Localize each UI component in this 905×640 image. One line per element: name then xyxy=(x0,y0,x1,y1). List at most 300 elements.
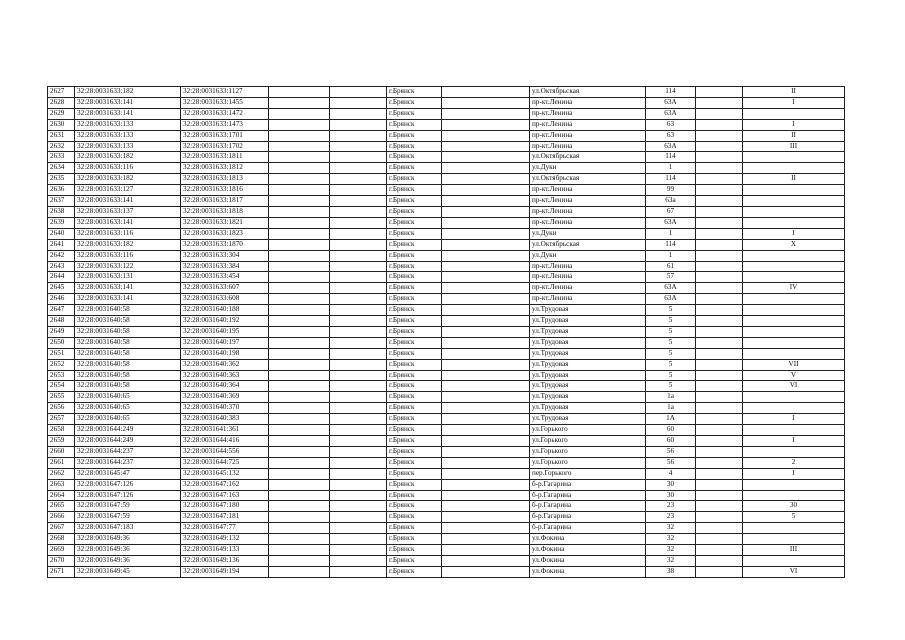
empty-cell xyxy=(269,261,330,272)
object-cadastral-number-cell: 32:28:0031640:369 xyxy=(181,392,269,403)
empty-cell xyxy=(696,326,743,337)
city-cell: г.Брянск xyxy=(387,163,442,174)
city-cell: г.Брянск xyxy=(387,566,442,577)
object-cadastral-number-cell: 32:28:0031640:197 xyxy=(181,337,269,348)
empty-cell xyxy=(442,348,530,359)
house-number-cell: 63А xyxy=(646,141,696,152)
city-cell: г.Брянск xyxy=(387,239,442,250)
city-cell: г.Брянск xyxy=(387,305,442,316)
row-number-cell: 2634 xyxy=(48,163,75,174)
room-number-cell xyxy=(743,196,845,207)
house-number-cell: 99 xyxy=(646,185,696,196)
empty-cell xyxy=(442,119,530,130)
empty-cell xyxy=(269,534,330,545)
row-number-cell: 2665 xyxy=(48,501,75,512)
table-row xyxy=(48,305,845,316)
street-cell: ул.Трудовая xyxy=(530,381,646,392)
room-number-cell xyxy=(743,261,845,272)
empty-cell xyxy=(696,206,743,217)
empty-cell xyxy=(696,163,743,174)
row-number-cell: 2656 xyxy=(48,403,75,414)
room-number-cell xyxy=(743,446,845,457)
street-cell: пр-кт.Ленина xyxy=(530,261,646,272)
object-cadastral-number-cell: 32:28:0031640:383 xyxy=(181,414,269,425)
city-cell: г.Брянск xyxy=(387,490,442,501)
empty-cell xyxy=(442,141,530,152)
street-cell: пр-кт.Ленина xyxy=(530,272,646,283)
empty-cell xyxy=(696,534,743,545)
table-row xyxy=(48,250,845,261)
street-cell: ул.Трудовая xyxy=(530,348,646,359)
empty-cell xyxy=(442,185,530,196)
table-row xyxy=(48,436,845,447)
empty-cell xyxy=(269,130,330,141)
object-cadastral-number-cell: 32:28:0031633:1472 xyxy=(181,108,269,119)
parcel-cadastral-number-cell: 32:28:0031640:58 xyxy=(75,305,181,316)
row-number-cell: 2652 xyxy=(48,359,75,370)
street-cell: ул.Трудовая xyxy=(530,305,646,316)
room-number-cell xyxy=(743,555,845,566)
room-number-cell xyxy=(743,348,845,359)
empty-cell xyxy=(330,555,387,566)
street-cell: ул.Октябрьская xyxy=(530,239,646,250)
parcel-cadastral-number-cell: 32:28:0031633:182 xyxy=(75,174,181,185)
house-number-cell: 63А xyxy=(646,97,696,108)
table-row xyxy=(48,381,845,392)
empty-cell xyxy=(696,392,743,403)
row-number-cell: 2642 xyxy=(48,250,75,261)
empty-cell xyxy=(442,272,530,283)
parcel-cadastral-number-cell: 32:28:0031633:141 xyxy=(75,196,181,207)
empty-cell xyxy=(696,141,743,152)
parcel-cadastral-number-cell: 32:28:0031640:58 xyxy=(75,316,181,327)
empty-cell xyxy=(442,566,530,577)
house-number-cell: 114 xyxy=(646,239,696,250)
empty-cell xyxy=(442,479,530,490)
empty-cell xyxy=(696,348,743,359)
house-number-cell: 1 xyxy=(646,163,696,174)
street-cell: ул.Дуки xyxy=(530,228,646,239)
row-number-cell: 2630 xyxy=(48,119,75,130)
row-number-cell: 2628 xyxy=(48,97,75,108)
table-row xyxy=(48,163,845,174)
room-number-cell: III xyxy=(743,545,845,556)
empty-cell xyxy=(330,479,387,490)
empty-cell xyxy=(269,97,330,108)
room-number-cell: VI xyxy=(743,381,845,392)
street-cell: ул.Фокина xyxy=(530,534,646,545)
house-number-cell: 63а xyxy=(646,196,696,207)
city-cell: г.Брянск xyxy=(387,206,442,217)
room-number-cell xyxy=(743,206,845,217)
house-number-cell: 5 xyxy=(646,337,696,348)
parcel-cadastral-number-cell: 32:28:0031649:45 xyxy=(75,566,181,577)
empty-cell xyxy=(442,130,530,141)
street-cell: пр-кт.Ленина xyxy=(530,185,646,196)
empty-cell xyxy=(269,512,330,523)
city-cell: г.Брянск xyxy=(387,545,442,556)
empty-cell xyxy=(696,425,743,436)
row-number-cell: 2635 xyxy=(48,174,75,185)
empty-cell xyxy=(442,152,530,163)
empty-cell xyxy=(442,468,530,479)
empty-cell xyxy=(269,446,330,457)
house-number-cell: 1 xyxy=(646,228,696,239)
empty-cell xyxy=(696,272,743,283)
empty-cell xyxy=(442,512,530,523)
street-cell: ул.Трудовая xyxy=(530,370,646,381)
street-cell: пр-кт.Ленина xyxy=(530,97,646,108)
empty-cell xyxy=(269,381,330,392)
empty-cell xyxy=(269,326,330,337)
parcel-cadastral-number-cell: 32:28:0031647:126 xyxy=(75,479,181,490)
street-cell: б-р.Гагарина xyxy=(530,479,646,490)
empty-cell xyxy=(696,479,743,490)
empty-cell xyxy=(269,217,330,228)
city-cell: г.Брянск xyxy=(387,261,442,272)
parcel-cadastral-number-cell: 32:28:0031640:58 xyxy=(75,348,181,359)
empty-cell xyxy=(330,523,387,534)
house-number-cell: 5 xyxy=(646,381,696,392)
empty-cell xyxy=(696,97,743,108)
empty-cell xyxy=(269,305,330,316)
empty-cell xyxy=(269,457,330,468)
city-cell: г.Брянск xyxy=(387,87,442,98)
house-number-cell: 60 xyxy=(646,436,696,447)
empty-cell xyxy=(269,119,330,130)
empty-cell xyxy=(442,425,530,436)
city-cell: г.Брянск xyxy=(387,414,442,425)
room-number-cell: 30 xyxy=(743,501,845,512)
street-cell: ул.Горького xyxy=(530,446,646,457)
room-number-cell xyxy=(743,392,845,403)
room-number-cell: 5 xyxy=(743,512,845,523)
parcel-cadastral-number-cell: 32:28:0031649:36 xyxy=(75,545,181,556)
city-cell: г.Брянск xyxy=(387,425,442,436)
city-cell: г.Брянск xyxy=(387,370,442,381)
empty-cell xyxy=(330,272,387,283)
table-row xyxy=(48,566,845,577)
row-number-cell: 2666 xyxy=(48,512,75,523)
row-number-cell: 2627 xyxy=(48,87,75,98)
empty-cell xyxy=(696,359,743,370)
empty-cell xyxy=(269,348,330,359)
room-number-cell xyxy=(743,272,845,283)
row-number-cell: 2644 xyxy=(48,272,75,283)
street-cell: ул.Трудовая xyxy=(530,337,646,348)
object-cadastral-number-cell: 32:28:0031649:194 xyxy=(181,566,269,577)
street-cell: ул.Дуки xyxy=(530,250,646,261)
street-cell: пр-кт.Ленина xyxy=(530,217,646,228)
table-row xyxy=(48,534,845,545)
empty-cell xyxy=(442,108,530,119)
empty-cell xyxy=(442,305,530,316)
empty-cell xyxy=(330,392,387,403)
house-number-cell: 63А xyxy=(646,108,696,119)
empty-cell xyxy=(330,174,387,185)
empty-cell xyxy=(269,425,330,436)
row-number-cell: 2631 xyxy=(48,130,75,141)
table-row xyxy=(48,239,845,250)
parcel-cadastral-number-cell: 32:28:0031647:59 xyxy=(75,501,181,512)
row-number-cell: 2647 xyxy=(48,305,75,316)
row-number-cell: 2657 xyxy=(48,414,75,425)
room-number-cell: V xyxy=(743,370,845,381)
empty-cell xyxy=(269,163,330,174)
object-cadastral-number-cell: 32:28:0031647:180 xyxy=(181,501,269,512)
empty-cell xyxy=(442,490,530,501)
table-row xyxy=(48,97,845,108)
empty-cell xyxy=(269,359,330,370)
table-row xyxy=(48,272,845,283)
empty-cell xyxy=(330,119,387,130)
object-cadastral-number-cell: 32:28:0031649:132 xyxy=(181,534,269,545)
empty-cell xyxy=(696,305,743,316)
object-cadastral-number-cell: 32:28:0031633:1455 xyxy=(181,97,269,108)
room-number-cell: I xyxy=(743,119,845,130)
street-cell: пр-кт.Ленина xyxy=(530,141,646,152)
city-cell: г.Брянск xyxy=(387,403,442,414)
parcel-cadastral-number-cell: 32:28:0031644:249 xyxy=(75,425,181,436)
parcel-cadastral-number-cell: 32:28:0031633:141 xyxy=(75,217,181,228)
parcel-cadastral-number-cell: 32:28:0031640:65 xyxy=(75,403,181,414)
empty-cell xyxy=(330,97,387,108)
street-cell: пр-кт.Ленина xyxy=(530,130,646,141)
room-number-cell: VI xyxy=(743,566,845,577)
object-cadastral-number-cell: 32:28:0031647:163 xyxy=(181,490,269,501)
street-cell: ул.Горького xyxy=(530,457,646,468)
city-cell: г.Брянск xyxy=(387,130,442,141)
row-number-cell: 2661 xyxy=(48,457,75,468)
parcel-cadastral-number-cell: 32:28:0031647:126 xyxy=(75,490,181,501)
street-cell: пр-кт.Ленина xyxy=(530,108,646,119)
empty-cell xyxy=(696,501,743,512)
empty-cell xyxy=(442,523,530,534)
empty-cell xyxy=(269,392,330,403)
empty-cell xyxy=(330,152,387,163)
room-number-cell: I xyxy=(743,97,845,108)
empty-cell xyxy=(696,108,743,119)
table-row xyxy=(48,206,845,217)
street-cell: пр-кт.Ленина xyxy=(530,196,646,207)
parcel-cadastral-number-cell: 32:28:0031633:133 xyxy=(75,141,181,152)
city-cell: г.Брянск xyxy=(387,217,442,228)
house-number-cell: 5 xyxy=(646,305,696,316)
city-cell: г.Брянск xyxy=(387,108,442,119)
house-number-cell: 32 xyxy=(646,545,696,556)
row-number-cell: 2654 xyxy=(48,381,75,392)
object-cadastral-number-cell: 32:28:0031633:1127 xyxy=(181,87,269,98)
house-number-cell: 23 xyxy=(646,512,696,523)
city-cell: г.Брянск xyxy=(387,141,442,152)
table-row xyxy=(48,316,845,327)
empty-cell xyxy=(442,206,530,217)
empty-cell xyxy=(330,414,387,425)
empty-cell xyxy=(330,108,387,119)
empty-cell xyxy=(269,555,330,566)
room-number-cell: III xyxy=(743,141,845,152)
empty-cell xyxy=(330,545,387,556)
empty-cell xyxy=(330,283,387,294)
table-body xyxy=(48,87,845,578)
house-number-cell: 63А xyxy=(646,217,696,228)
parcel-cadastral-number-cell: 32:28:0031633:182 xyxy=(75,87,181,98)
empty-cell xyxy=(269,479,330,490)
row-number-cell: 2669 xyxy=(48,545,75,556)
street-cell: б-р.Гагарина xyxy=(530,490,646,501)
parcel-cadastral-number-cell: 32:28:0031633:127 xyxy=(75,185,181,196)
city-cell: г.Брянск xyxy=(387,196,442,207)
object-cadastral-number-cell: 32:28:0031640:370 xyxy=(181,403,269,414)
empty-cell xyxy=(330,446,387,457)
empty-cell xyxy=(330,490,387,501)
table-row xyxy=(48,217,845,228)
street-cell: ул.Горького xyxy=(530,425,646,436)
street-cell: ул.Фокина xyxy=(530,545,646,556)
house-number-cell: 5 xyxy=(646,326,696,337)
room-number-cell xyxy=(743,163,845,174)
object-cadastral-number-cell: 32:28:0031647:181 xyxy=(181,512,269,523)
parcel-cadastral-number-cell: 32:28:0031644:237 xyxy=(75,457,181,468)
empty-cell xyxy=(330,130,387,141)
city-cell: г.Брянск xyxy=(387,152,442,163)
city-cell: г.Брянск xyxy=(387,436,442,447)
empty-cell xyxy=(330,403,387,414)
row-number-cell: 2643 xyxy=(48,261,75,272)
object-cadastral-number-cell: 32:28:0031633:1812 xyxy=(181,163,269,174)
object-cadastral-number-cell: 32:28:0031647:77 xyxy=(181,523,269,534)
object-cadastral-number-cell: 32:28:0031645:132 xyxy=(181,468,269,479)
house-number-cell: 63 xyxy=(646,119,696,130)
empty-cell xyxy=(330,512,387,523)
street-cell: ул.Дуки xyxy=(530,163,646,174)
city-cell: г.Брянск xyxy=(387,555,442,566)
parcel-cadastral-number-cell: 32:28:0031645:47 xyxy=(75,468,181,479)
table-row xyxy=(48,337,845,348)
table-row xyxy=(48,468,845,479)
empty-cell xyxy=(442,217,530,228)
object-cadastral-number-cell: 32:28:0031633:1817 xyxy=(181,196,269,207)
room-number-cell: I xyxy=(743,228,845,239)
object-cadastral-number-cell: 32:28:0031633:608 xyxy=(181,294,269,305)
parcel-cadastral-number-cell: 32:28:0031644:249 xyxy=(75,436,181,447)
city-cell: г.Брянск xyxy=(387,479,442,490)
empty-cell xyxy=(442,436,530,447)
table-row xyxy=(48,501,845,512)
empty-cell xyxy=(330,196,387,207)
empty-cell xyxy=(442,446,530,457)
empty-cell xyxy=(442,239,530,250)
empty-cell xyxy=(330,501,387,512)
empty-cell xyxy=(696,294,743,305)
empty-cell xyxy=(696,545,743,556)
empty-cell xyxy=(442,359,530,370)
object-cadastral-number-cell: 32:28:0031644:556 xyxy=(181,446,269,457)
parcel-cadastral-number-cell: 32:28:0031640:58 xyxy=(75,381,181,392)
empty-cell xyxy=(696,446,743,457)
row-number-cell: 2636 xyxy=(48,185,75,196)
parcel-cadastral-number-cell: 32:28:0031633:116 xyxy=(75,250,181,261)
table-row xyxy=(48,523,845,534)
house-number-cell: 1а xyxy=(646,392,696,403)
empty-cell xyxy=(330,326,387,337)
empty-cell xyxy=(330,250,387,261)
row-number-cell: 2650 xyxy=(48,337,75,348)
house-number-cell: 114 xyxy=(646,174,696,185)
parcel-cadastral-number-cell: 32:28:0031633:141 xyxy=(75,283,181,294)
street-cell: пр-кт.Ленина xyxy=(530,294,646,305)
empty-cell xyxy=(442,87,530,98)
parcel-cadastral-number-cell: 32:28:0031633:137 xyxy=(75,206,181,217)
empty-cell xyxy=(330,337,387,348)
empty-cell xyxy=(330,436,387,447)
table-row xyxy=(48,326,845,337)
empty-cell xyxy=(696,217,743,228)
empty-cell xyxy=(696,261,743,272)
object-cadastral-number-cell: 32:28:0031633:1473 xyxy=(181,119,269,130)
row-number-cell: 2638 xyxy=(48,206,75,217)
empty-cell xyxy=(696,414,743,425)
empty-cell xyxy=(442,97,530,108)
empty-cell xyxy=(330,359,387,370)
parcel-cadastral-number-cell: 32:28:0031633:141 xyxy=(75,108,181,119)
empty-cell xyxy=(330,468,387,479)
table-row xyxy=(48,294,845,305)
object-cadastral-number-cell: 32:28:0031640:198 xyxy=(181,348,269,359)
empty-cell xyxy=(696,185,743,196)
row-number-cell: 2670 xyxy=(48,555,75,566)
city-cell: г.Брянск xyxy=(387,119,442,130)
house-number-cell: 5 xyxy=(646,370,696,381)
object-cadastral-number-cell: 32:28:0031644:416 xyxy=(181,436,269,447)
row-number-cell: 2659 xyxy=(48,436,75,447)
object-cadastral-number-cell: 32:28:0031633:1702 xyxy=(181,141,269,152)
object-cadastral-number-cell: 32:28:0031649:133 xyxy=(181,545,269,556)
table-row xyxy=(48,87,845,98)
table-row xyxy=(48,348,845,359)
empty-cell xyxy=(330,141,387,152)
house-number-cell: 57 xyxy=(646,272,696,283)
table-row xyxy=(48,490,845,501)
parcel-cadastral-number-cell: 32:28:0031633:116 xyxy=(75,228,181,239)
empty-cell xyxy=(696,196,743,207)
empty-cell xyxy=(269,436,330,447)
row-number-cell: 2632 xyxy=(48,141,75,152)
street-cell: ул.Трудовая xyxy=(530,414,646,425)
city-cell: г.Брянск xyxy=(387,501,442,512)
street-cell: ул.Фокина xyxy=(530,566,646,577)
empty-cell xyxy=(696,370,743,381)
empty-cell xyxy=(696,566,743,577)
street-cell: пр-кт.Ленина xyxy=(530,206,646,217)
table-row xyxy=(48,457,845,468)
room-number-cell xyxy=(743,425,845,436)
city-cell: г.Брянск xyxy=(387,446,442,457)
city-cell: г.Брянск xyxy=(387,534,442,545)
parcel-cadastral-number-cell: 32:28:0031640:65 xyxy=(75,414,181,425)
parcel-cadastral-number-cell: 32:28:0031640:58 xyxy=(75,370,181,381)
street-cell: ул.Октябрьская xyxy=(530,174,646,185)
row-number-cell: 2648 xyxy=(48,316,75,327)
parcel-cadastral-number-cell: 32:28:0031640:58 xyxy=(75,326,181,337)
empty-cell xyxy=(442,457,530,468)
empty-cell xyxy=(330,425,387,436)
city-cell: г.Брянск xyxy=(387,523,442,534)
house-number-cell: 5 xyxy=(646,359,696,370)
street-cell: б-р.Гагарина xyxy=(530,512,646,523)
city-cell: г.Брянск xyxy=(387,97,442,108)
street-cell: ул.Трудовая xyxy=(530,359,646,370)
